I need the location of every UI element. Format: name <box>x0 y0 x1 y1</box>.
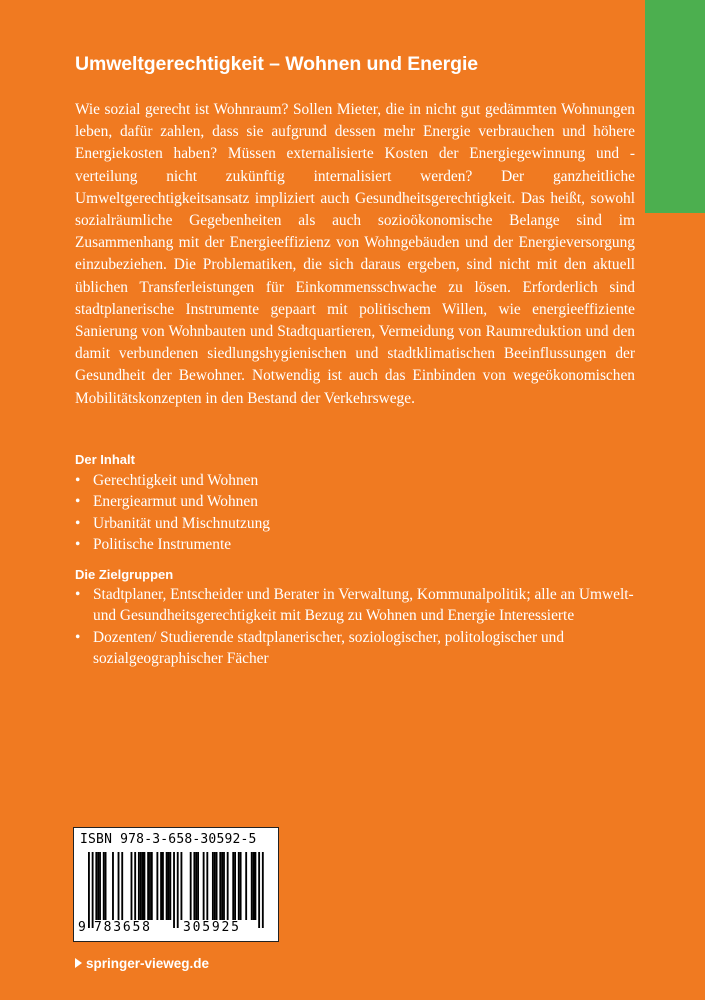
barcode-bar <box>162 852 164 920</box>
barcode-bar <box>144 852 146 920</box>
bullet-icon: • <box>75 493 81 511</box>
barcode-bar <box>181 852 183 920</box>
barcode-bar <box>234 852 236 920</box>
barcode-digits-left: 783658 <box>94 920 152 935</box>
barcode-bar <box>88 852 90 928</box>
contents-item: • Gerechtigkeit und Wohnen <box>75 470 635 491</box>
arrow-right-icon <box>75 958 82 968</box>
barcode-bar <box>195 852 197 920</box>
barcode-bar <box>138 852 140 920</box>
bullet-icon: • <box>75 535 81 553</box>
barcode-bar <box>92 852 94 928</box>
bullet-icon: • <box>75 586 81 603</box>
barcode-bar <box>118 852 120 920</box>
barcode-bar <box>105 852 107 920</box>
barcode-bar <box>219 852 221 920</box>
publisher-url-text: springer-vieweg.de <box>86 956 210 971</box>
audience-item: • Stadtplaner, Entscheider und Berater in Verwaltung, Kommunalpolitik; alle an Umwelt- und Gesundheitsgerechtigkeit mit Bezug zu Wohnen und Energie Interessierte <box>75 586 634 625</box>
publisher-link[interactable] <box>75 955 209 973</box>
bullet-icon: • <box>75 472 81 489</box>
barcode-bar <box>258 852 260 928</box>
barcode-bar <box>223 852 225 920</box>
barcode-bar <box>121 852 123 920</box>
barcode-bar <box>149 852 151 920</box>
barcode-bar <box>221 852 223 920</box>
bullet-icon: • <box>75 628 81 646</box>
barcode-bar <box>131 852 133 920</box>
barcode-bar <box>151 852 153 920</box>
barcode-bar <box>99 852 101 920</box>
barcode-bar <box>232 852 234 920</box>
barcode-bar <box>103 852 105 920</box>
barcode-bar <box>134 852 136 920</box>
isbn-barcode <box>73 827 279 942</box>
barcode-bar <box>169 852 171 920</box>
contents-item: • Energiearmut und Wohnen <box>75 491 635 512</box>
color-tab <box>645 0 705 213</box>
contents-heading: Der Inhalt <box>75 452 135 467</box>
barcode-bar <box>95 852 97 920</box>
barcode-bar <box>216 852 218 920</box>
barcode-bar <box>251 852 253 920</box>
barcode-bar <box>97 852 99 920</box>
bullet-icon: • <box>75 514 81 532</box>
barcode-digits-right: 305925 <box>183 920 241 935</box>
contents-list <box>75 470 635 555</box>
audience-heading: Die Zielgruppen <box>75 567 174 582</box>
barcode-bar <box>112 852 114 920</box>
barcode-bar <box>206 852 208 920</box>
barcode-bar <box>197 852 199 920</box>
barcode-bar <box>212 852 214 920</box>
book-title: Umweltgerechtigkeit – Wohnen und Energie <box>75 53 479 75</box>
barcode-bar <box>142 852 144 920</box>
barcode-bar <box>140 852 142 920</box>
barcode-bar <box>203 852 205 920</box>
barcode-bar <box>227 852 229 920</box>
barcode-bar <box>214 852 216 920</box>
barcode-bar <box>238 852 240 920</box>
barcode-bar <box>173 852 175 928</box>
barcode-bars <box>88 852 268 928</box>
book-description: Wie sozial gerecht ist Wohnraum? Sollen Mieter, die in nicht gut gedämmten Wohnungen leben, dafür zahlen, dass sie aufgrund dessen mehr Energie verbrauchen und höhere Energiekosten haben? Müssen externalisierte Kosten der Energiegewinnung und -verteilung nicht zukünftig internalisiert werden? Der ganzheitliche Umweltgerechtigkeitsansatz impliziert auch Gesundheitsgerechtigkeit. Das heißt, sowohl sozialräumliche Gegebenheiten als auch sozioökonomische Belange sind im Zusammenhang mit der Energieeffizienz von Wohngebäuden und der Energieversorgung einzubeziehen. Die Problematiken, die sich daraus ergeben, sind nicht mit den aktuell üblichen Transferleistungen für Einkommensschwache zu lösen. Erforderlich sind stadtplanerische Instrumente gepaart mit politischem Willen, wie energieeffiziente Sanierung von Wohnbauten und Stadtquartieren, Vermeidung von Raumreduktion und den damit verbundenen siedlungshygienischen und stadtklimatischen Beeinflussungen der Gesundheit der Bewohner. Notwendig ist auch das Einbinden von wegeökonomischen Mobilitätskonzepten in den Bestand der Verkehrswege. <box>75 101 635 407</box>
barcode-bar <box>156 852 158 920</box>
barcode-bar <box>262 852 264 928</box>
barcode-bar <box>253 852 255 920</box>
barcode-bar <box>166 852 168 920</box>
audience-item: • Dozenten/ Studierende stadtplanerischer, soziologischer, politologischer und sozialgeographischer Fächer <box>75 628 565 667</box>
contents-item: • Urbanität und Mischnutzung <box>75 513 635 534</box>
barcode-bar <box>193 852 195 920</box>
barcode-lead-digit: 9 <box>78 920 86 935</box>
barcode-bar <box>190 852 192 920</box>
barcode-bar <box>147 852 149 920</box>
isbn-label: ISBN 978-3-658-30592-5 <box>80 832 257 847</box>
contents-item: • Politische Instrumente <box>75 534 635 555</box>
barcode-bar <box>255 852 257 920</box>
audience-list <box>75 584 635 669</box>
barcode-bar <box>160 852 162 920</box>
barcode-bar <box>177 852 179 928</box>
barcode-bar <box>240 852 242 920</box>
barcode-bar <box>245 852 247 920</box>
barcode-bar <box>168 852 170 920</box>
